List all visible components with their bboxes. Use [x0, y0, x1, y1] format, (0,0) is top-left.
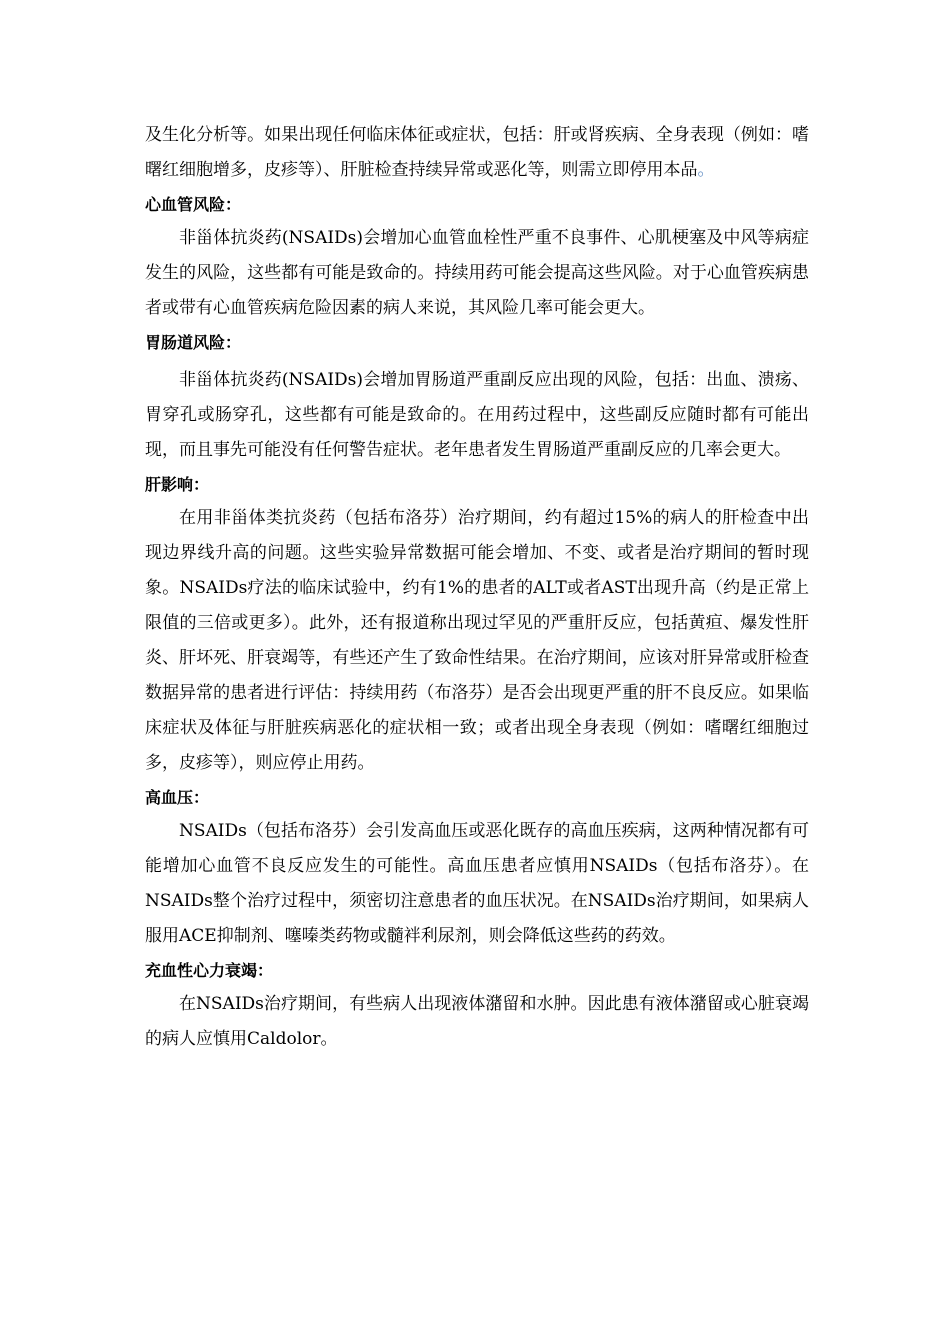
cardiovascular-risk-paragraph: 非甾体抗炎药(NSAIDs)会增加心血管血栓性严重不良事件、心肌梗塞及中风等病症发生的风险，这些都有可能是致命的。持续用药可能会提高这些风险。对于心血管疾病患者或带有心血管疾病危险因素的病人来说，其风险几率可能会更大。 — [145, 228, 809, 318]
liver-effects-heading: 肝影响： — [145, 475, 210, 494]
document-page — [145, 118, 809, 1057]
congestive-heart-failure-heading: 充血性心力衰竭： — [145, 961, 274, 980]
congestive-heart-failure-paragraph: 在NSAIDs治疗期间，有些病人出现液体潴留和水肿。因此患有液体潴留或心脏衰竭的病人应慎用Caldolor。 — [145, 994, 809, 1049]
intro-paragraph — [145, 118, 809, 188]
gastrointestinal-risk-paragraph: 非甾体抗炎药(NSAIDs)会增加胃肠道严重副反应出现的风险，包括：出血、溃疡、胃穿孔或肠穿孔，这些都有可能是致命的。在用药过程中，这些副反应随时都有可能出现，而且事先可能没有任何警告症状。老年患者发生胃肠道严重副反应的几率会更大。 — [145, 370, 809, 460]
liver-effects-paragraph: 在用非甾体类抗炎药（包括布洛芬）治疗期间，约有超过15%的病人的肝检查中出现边界线升高的问题。这些实验异常数据可能会增加、不变、或者是治疗期间的暂时现象。NSAIDs疗法的临床试验中，约有1%的患者的ALT或者AST出现升高（约是正常上限值的三倍或更多）。此外，还有报道称出现过罕见的严重肝反应，包括黄疸、爆发性肝炎、肝坏死、肝衰竭等，有些还产生了致命性结果。在治疗期间，应该对肝异常或肝检查数据异常的患者进行评估：持续用药（布洛芬）是否会出现更严重的肝不良反应。如果临床症状及体征与肝脏疾病恶化的症状相一致；或者出现全身表现（例如：嗜曙红细胞过多，皮疹等），则应停止用药。 — [145, 508, 809, 773]
gastrointestinal-risk-heading: 胃肠道风险： — [145, 333, 242, 352]
hypertension-paragraph: NSAIDs（包括布洛芬）会引发高血压或恶化既存的高血压疾病，这两种情况都有可能增加心血管不良反应发生的可能性。高血压患者应慎用NSAIDs（包括布洛芬）。在NSAIDs整个治疗过程中，须密切注意患者的血压状况。在NSAIDs治疗期间，如果病人服用ACE抑制剂、噻嗪类药物或髓袢利尿剂，则会降低这些药的药效。 — [145, 821, 809, 946]
hypertension-heading: 高血压： — [145, 788, 210, 807]
cardiovascular-risk-heading: 心血管风险： — [145, 195, 242, 214]
intro-paragraph-period: 。 — [697, 160, 715, 180]
intro-paragraph-text: 及生化分析等。如果出现任何临床体征或症状，包括：肝或肾疾病、全身表现（例如：嗜曙红细胞增多，皮疹等）、肝脏检查持续异常或恶化等，则需立即停用本品 — [145, 125, 809, 180]
